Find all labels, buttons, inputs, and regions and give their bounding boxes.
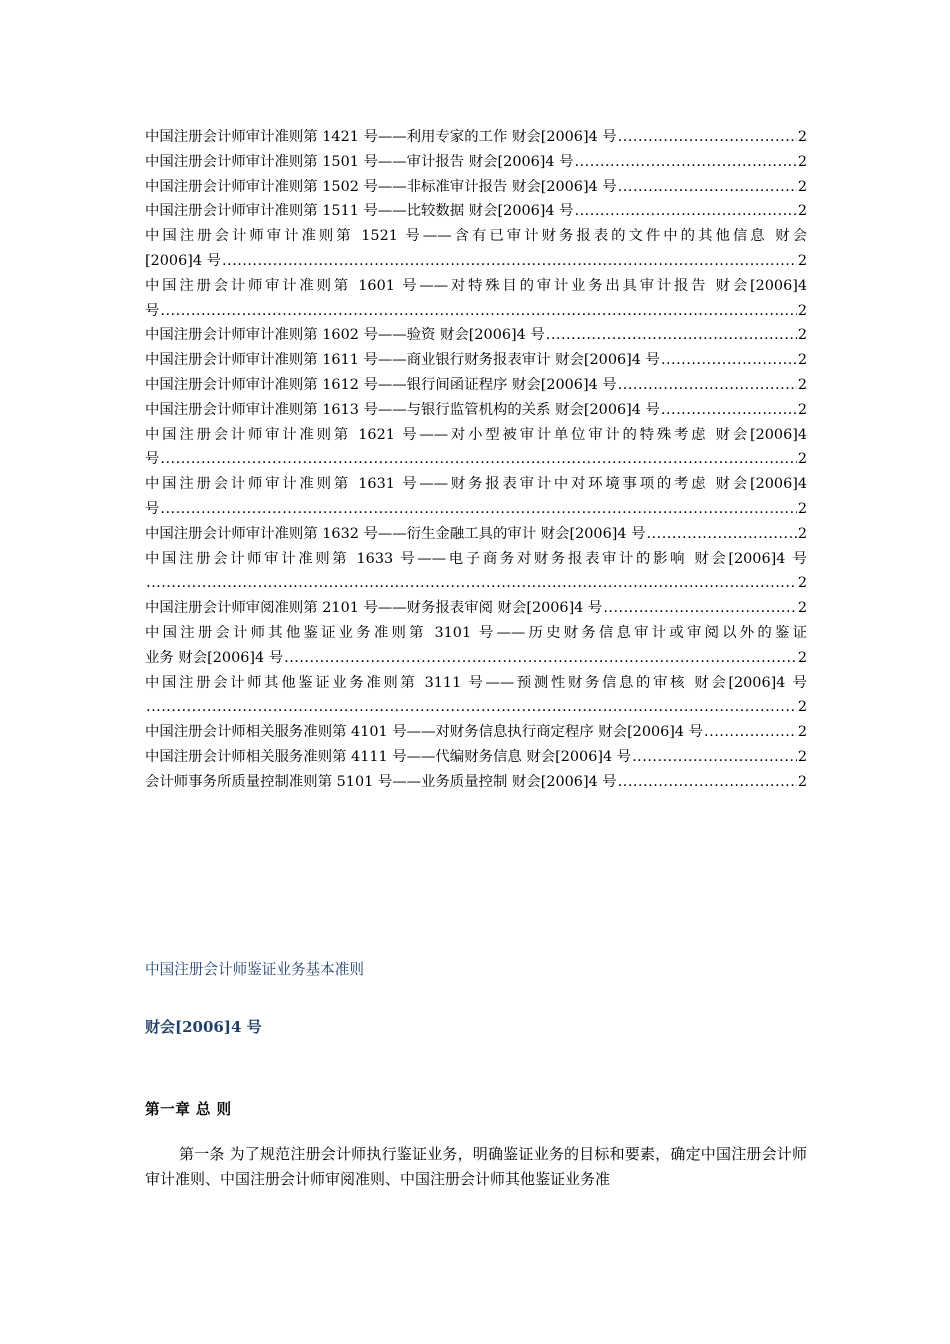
toc-entry-title: 中国注册会计师审计准则第 1611 号——商业银行财务报表审计 财会[2006]4 号	[145, 352, 660, 369]
toc-entry-title: 中国注册会计师审阅准则第 2101 号——财务报表审阅 财会[2006]4 号	[145, 600, 603, 617]
dot-leader	[284, 646, 797, 671]
toc-entry-continuation: 号	[145, 451, 160, 468]
toc-page-number: 2	[797, 352, 807, 369]
dot-leader	[618, 175, 797, 200]
toc-entry-continuation: [2006]4 号	[145, 252, 221, 269]
toc-entry-title: 中国注册会计师其他鉴证业务准则第 3101 号——历史财务信息审计或审阅以外的鉴证	[145, 624, 807, 641]
toc-page-number: 2	[797, 203, 807, 220]
toc-entry-title: 中国注册会计师审计准则第 1521 号——含有已审计财务报表的文件中的其他信息 财会	[145, 228, 807, 245]
toc-page-number: 2	[797, 773, 807, 790]
toc-entry-title: 中国注册会计师其他鉴证业务准则第 3111 号——预测性财务信息的审核 财会[2006]4 号	[145, 674, 807, 691]
toc-entry[interactable]	[145, 348, 807, 373]
toc-page-number: 2	[797, 376, 807, 393]
toc-page-number: 2	[797, 699, 807, 716]
toc-page-number: 2	[797, 748, 807, 765]
dot-leader	[661, 398, 797, 423]
toc-page-number: 2	[797, 129, 807, 145]
toc-entry[interactable]	[145, 125, 807, 150]
toc-entry[interactable]	[145, 224, 807, 274]
toc-entry-title: 中国注册会计师审计准则第 1502 号——非标准审计报告 财会[2006]4 号	[145, 178, 617, 195]
toc-entry-continuation: 号	[145, 302, 160, 319]
toc-entry-title: 中国注册会计师审计准则第 1631 号——财务报表审计中对环境事项的考虑 财会[2006]4	[145, 476, 807, 493]
table-of-contents	[145, 125, 807, 795]
chapter-heading: 第一章 总 则	[145, 1101, 232, 1118]
toc-page-number: 2	[797, 525, 807, 542]
toc-entry-title: 中国注册会计师审计准则第 1421 号——利用专家的工作 财会[2006]4 号	[145, 129, 617, 145]
dot-leader	[704, 720, 797, 745]
dot-leader	[575, 150, 797, 175]
toc-entry-line	[145, 447, 807, 472]
toc-entry-title: 中国注册会计师审计准则第 1613 号——与银行监管机构的关系 财会[2006]4 号	[145, 401, 660, 418]
toc-entry-line	[145, 745, 807, 770]
toc-page-number: 2	[797, 178, 807, 195]
toc-entry[interactable]	[145, 522, 807, 547]
toc-entry[interactable]	[145, 671, 807, 721]
document-code: 财会[2006]4 号	[145, 1018, 262, 1036]
toc-entry[interactable]	[145, 373, 807, 398]
toc-entry-line	[145, 571, 807, 596]
toc-entry-line	[145, 695, 807, 720]
toc-entry-title: 中国注册会计师审计准则第 1501 号——审计报告 财会[2006]4 号	[145, 153, 574, 170]
toc-entry-line	[145, 348, 807, 373]
toc-page-number: 2	[797, 600, 807, 617]
toc-entry-title: 中国注册会计师审计准则第 1621 号——对小型被审计单位审计的特殊考虑 财会[2006]4	[145, 426, 807, 443]
toc-entry-title: 中国注册会计师审计准则第 1632 号——衍生金融工具的审计 财会[2006]4 号	[145, 525, 646, 542]
toc-entry[interactable]	[145, 323, 807, 348]
toc-entry-line	[145, 373, 807, 398]
toc-entry-title: 中国注册会计师审计准则第 1511 号——比较数据 财会[2006]4 号	[145, 203, 574, 220]
toc-entry-title: 中国注册会计师审计准则第 1612 号——银行间函证程序 财会[2006]4 号	[145, 376, 617, 393]
toc-entry-line	[145, 497, 807, 522]
toc-entry-continuation: 号	[145, 500, 160, 517]
toc-entry-title: 会计师事务所质量控制准则第 5101 号——业务质量控制 财会[2006]4 号	[145, 773, 617, 790]
toc-entry-line	[145, 596, 807, 621]
toc-entry[interactable]	[145, 150, 807, 175]
dot-leader	[618, 373, 797, 398]
dot-leader	[575, 199, 797, 224]
dot-leader	[546, 323, 797, 348]
toc-entry-title: 中国注册会计师审计准则第 1602 号——验资 财会[2006]4 号	[145, 327, 545, 344]
toc-entry-title: 中国注册会计师审计准则第 1601 号——对特殊目的审计业务出具审计报告 财会[2006]4	[145, 277, 807, 294]
dot-leader	[618, 770, 797, 795]
toc-page-number: 2	[797, 500, 807, 517]
toc-entry[interactable]	[145, 745, 807, 770]
toc-page-number: 2	[797, 649, 807, 666]
toc-entry-line	[145, 249, 807, 274]
toc-entry-line	[145, 522, 807, 547]
dot-leader	[661, 348, 797, 373]
toc-entry-line	[145, 175, 807, 200]
toc-page-number: 2	[797, 451, 807, 468]
toc-entry[interactable]	[145, 596, 807, 621]
dot-leader	[160, 299, 796, 324]
toc-entry[interactable]	[145, 423, 807, 473]
toc-entry[interactable]	[145, 720, 807, 745]
toc-entry[interactable]	[145, 274, 807, 324]
toc-page-number: 2	[797, 302, 807, 319]
toc-entry-continuation: 业务 财会[2006]4 号	[145, 649, 284, 666]
dot-leader	[222, 249, 797, 274]
toc-entry[interactable]	[145, 398, 807, 423]
dot-leader	[146, 571, 797, 596]
dot-leader	[646, 522, 796, 547]
article-paragraph: 第一条 为了规范注册会计师执行鉴证业务，明确鉴证业务的目标和要素，确定中国注册会计师审计准则、中国注册会计师审阅准则、中国注册会计师其他鉴证业务准	[145, 1145, 807, 1188]
toc-entry[interactable]	[145, 472, 807, 522]
document-title: 中国注册会计师鉴证业务基本准则	[145, 961, 364, 978]
toc-entry[interactable]	[145, 199, 807, 224]
dot-leader	[160, 497, 796, 522]
toc-entry-title: 中国注册会计师审计准则第 1633 号——电子商务对财务报表审计的影响 财会[2006]4 号	[145, 550, 807, 567]
toc-entry-line	[145, 150, 807, 175]
toc-entry-line	[145, 398, 807, 423]
toc-entry-line	[145, 299, 807, 324]
dot-leader	[603, 596, 797, 621]
toc-page-number: 2	[797, 724, 807, 741]
toc-page-number: 2	[797, 401, 807, 418]
toc-entry[interactable]	[145, 770, 807, 795]
toc-entry-line	[145, 125, 807, 150]
dot-leader	[632, 745, 797, 770]
toc-entry[interactable]	[145, 175, 807, 200]
dot-leader	[618, 125, 797, 150]
toc-page-number: 2	[797, 327, 807, 344]
toc-entry-line	[145, 199, 807, 224]
toc-entry-line	[145, 720, 807, 745]
toc-entry[interactable]	[145, 621, 807, 671]
toc-entry-line	[145, 770, 807, 795]
toc-page-number: 2	[797, 153, 807, 170]
toc-entry-title: 中国注册会计师相关服务准则第 4101 号——对财务信息执行商定程序 财会[2006]4 号	[145, 724, 704, 741]
toc-page-number: 2	[797, 575, 807, 592]
toc-entry-title: 中国注册会计师相关服务准则第 4111 号——代编财务信息 财会[2006]4 号	[145, 748, 632, 765]
toc-page-number: 2	[797, 252, 807, 269]
toc-entry-line	[145, 323, 807, 348]
toc-entry[interactable]	[145, 547, 807, 597]
toc-entry-line	[145, 646, 807, 671]
dot-leader	[160, 447, 796, 472]
dot-leader	[146, 695, 797, 720]
